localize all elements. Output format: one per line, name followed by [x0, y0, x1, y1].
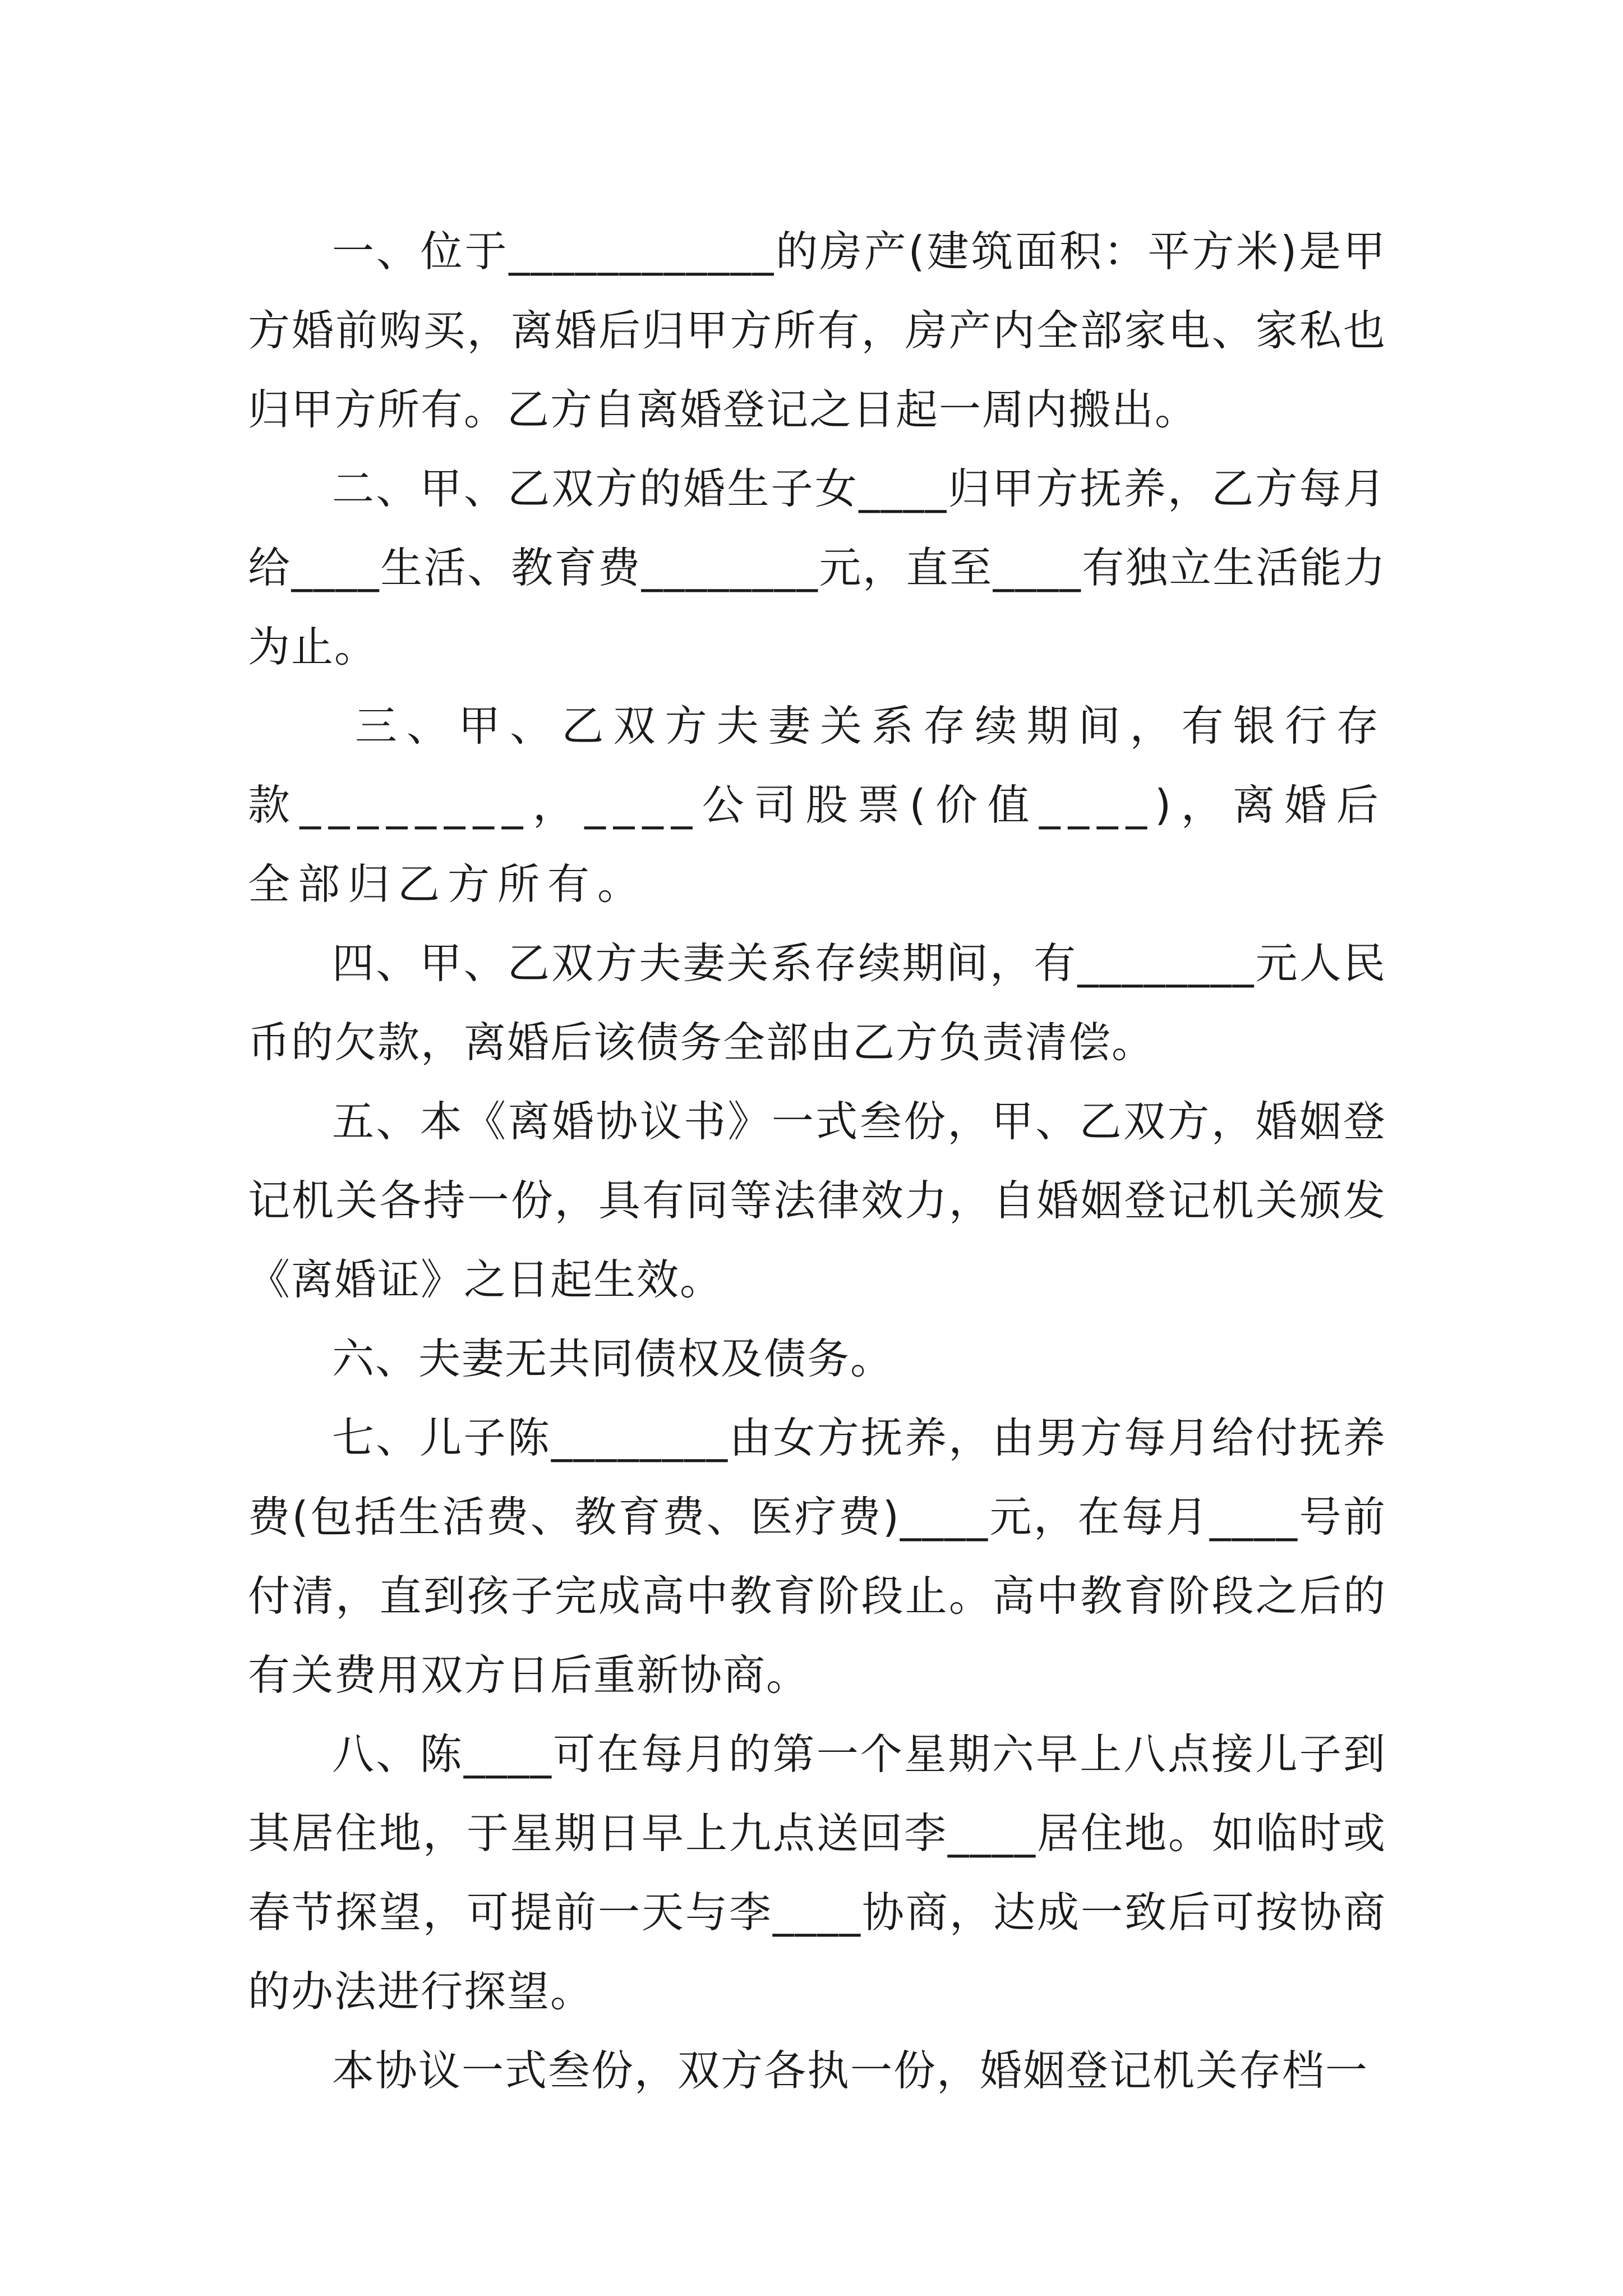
- clause-2-child-custody: 二、甲、乙双方的婚生子女____归甲方抚养，乙方每月给____生活、教育费________元，直至____有独立生活能力为止。: [248, 464, 1386, 671]
- clause-8-visitation: 八、陈____可在每月的第一个星期六早上八点接儿子到其居住地，于星期日早上九点送回李____居住地。如临时或春节探望，可提前一天与李____协商，达成一致后可按协商的办法进行探望。: [248, 1729, 1386, 2016]
- clause-1-property: 一、位于____________的房产(建筑面积：平方米)是甲方婚前购买，离婚后归甲方所有，房产内全部家电、家私也归甲方所有。乙方自离婚登记之日起一周内搬出。: [248, 227, 1386, 434]
- clause-3-bank-deposits: 三、甲、乙双方夫妻关系存续期间，有银行存款________，____公司股票(价值____)，离婚后全部归乙方所有。: [248, 701, 1386, 909]
- closing-copies-statement: 本协议一式叁份，双方各执一份，婚姻登记机关存档一: [332, 2046, 1369, 2095]
- document-body: [248, 212, 1386, 2110]
- clause-4-debts: 四、甲、乙双方夫妻关系存续期间，有________元人民币的欠款，离婚后该债务全部由乙方负责清偿。: [248, 938, 1386, 1067]
- clause-7-child-support: 七、儿子陈________由女方抚养，由男方每月给付抚养费(包括生活费、教育费、医疗费)____元，在每月____号前付清，直到孩子完成高中教育阶段止。高中教育阶段之后的有关费用双方日后重新协商。: [248, 1413, 1386, 1700]
- clause-6-no-shared-debts: 六、夫妻无共同债权及债务。: [332, 1334, 894, 1383]
- clause-5-effectiveness: 五、本《离婚协议书》一式叁份，甲、乙双方，婚姻登记机关各持一份，具有同等法律效力，自婚姻登记机关颁发《离婚证》之日起生效。: [248, 1097, 1386, 1304]
